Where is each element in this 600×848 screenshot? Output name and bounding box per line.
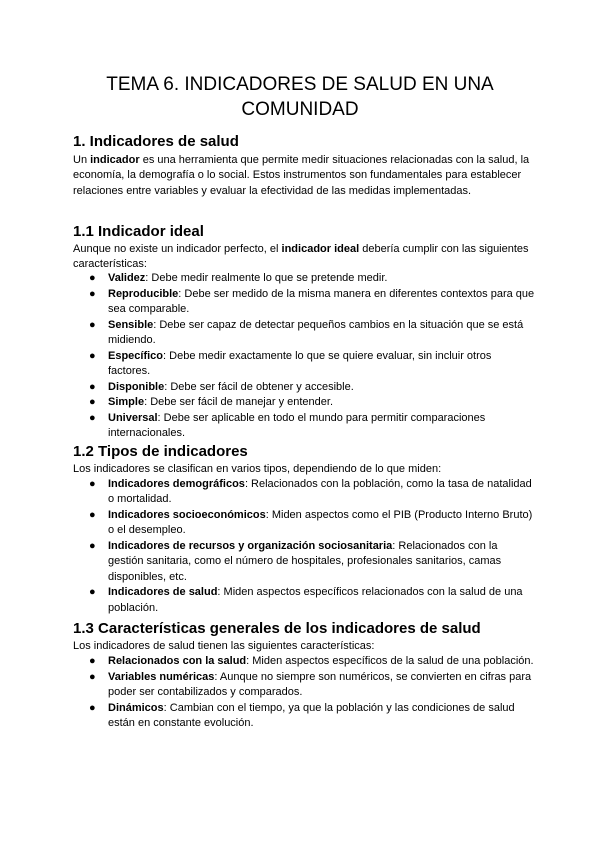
section-1-2-intro: Los indicadores se clasifican en varios tipos, dependiendo de lo que miden:: [73, 463, 442, 475]
bullet-icon: ●: [89, 655, 96, 667]
section-1-heading: 1. Indicadores de salud: [73, 133, 239, 150]
section-1-paragraph: Un indicador es una herramienta que permite medir situaciones relacionadas con la salud, la economía, la demografía o lo social. Estos instrumentos son fundamentales para establecer relaciones entre variables y evaluar la efectividad de las medidas implementadas.: [73, 154, 530, 197]
list-item: ● Simple: Debe ser fácil de manejar y entender.: [73, 395, 535, 410]
bullet-icon: ●: [89, 412, 96, 425]
bullet-icon: ●: [89, 272, 96, 284]
bullet-icon: ●: [89, 586, 96, 599]
bullet-icon: ●: [89, 701, 96, 714]
bullet-icon: ●: [89, 539, 96, 552]
list-item: ● Dinámicos: Cambian con el tiempo, ya que la población y las condiciones de salud están en constante evolución.: [89, 701, 515, 729]
document-title: TEMA 6. INDICADORES DE SALUD EN UNA COMUNIDAD: [106, 74, 494, 120]
bullet-icon: ●: [89, 478, 96, 490]
bullet-icon: ●: [89, 380, 96, 393]
list-item: ● Específico: Debe medir exactamente lo que se quiere evaluar, sin incluir otros factores.: [89, 349, 492, 377]
section-1-2-heading: 1.2 Tipos de indicadores: [73, 443, 248, 460]
section-1-3-heading: 1.3 Características generales de los indicadores de salud: [73, 620, 481, 637]
list-item: ● Indicadores de salud: Miden aspectos específicos relacionados con la salud de una población.: [89, 586, 523, 614]
bullet-icon: ●: [89, 349, 96, 362]
list-item: ● Relacionados con la salud: Miden aspectos específicos de la salud de una población.: [73, 654, 535, 669]
section-1-1-intro: Aunque no existe un indicador perfecto, el indicador ideal debería cumplir con las siguientes características:: [73, 243, 529, 271]
bullet-icon: ●: [89, 318, 96, 331]
list-item: ● Disponible: Debe ser fácil de obtener y accesible.: [73, 380, 535, 395]
bullet-icon: ●: [89, 508, 96, 521]
indicator-types-list: [73, 477, 535, 616]
health-indicator-characteristics-list: [73, 654, 535, 732]
list-item: ● Indicadores demográficos: Relacionados con la población, como la tasa de natalidad o mortalidad.: [89, 478, 532, 506]
list-item: ● Indicadores socioeconómicos: Miden aspectos como el PIB (Producto Interno Bruto) o el desempleo.: [89, 508, 533, 537]
list-item: ● Reproducible: Debe ser medido de la misma manera en diferentes contextos para que sea comparable.: [89, 287, 535, 315]
ideal-indicator-list: [73, 271, 535, 442]
list-item: ● Validez: Debe medir realmente lo que se pretende medir.: [73, 271, 535, 286]
list-item: ● Universal: Debe ser aplicable en todo el mundo para permitir comparaciones internacionales.: [89, 412, 486, 440]
list-item: ● Sensible: Debe ser capaz de detectar pequeños cambios en la situación que se está midiendo.: [89, 318, 524, 346]
section-1-1-heading: 1.1 Indicador ideal: [73, 223, 204, 240]
bullet-icon: ●: [89, 396, 96, 409]
bullet-icon: ●: [89, 670, 96, 683]
bullet-icon: ●: [89, 287, 96, 300]
list-item: ● Indicadores de recursos y organización sociosanitaria: Relacionados con la gestión sanitaria, como el número de hospitales, profesionales sanitarios, camas disponibles, etc.: [89, 539, 502, 583]
list-item: ● Variables numéricas: Aunque no siempre son numéricos, se convierten en cifras para poder ser contabilizados y comparados.: [89, 670, 532, 698]
section-1-3-intro: Los indicadores de salud tienen las siguientes características:: [73, 640, 375, 652]
